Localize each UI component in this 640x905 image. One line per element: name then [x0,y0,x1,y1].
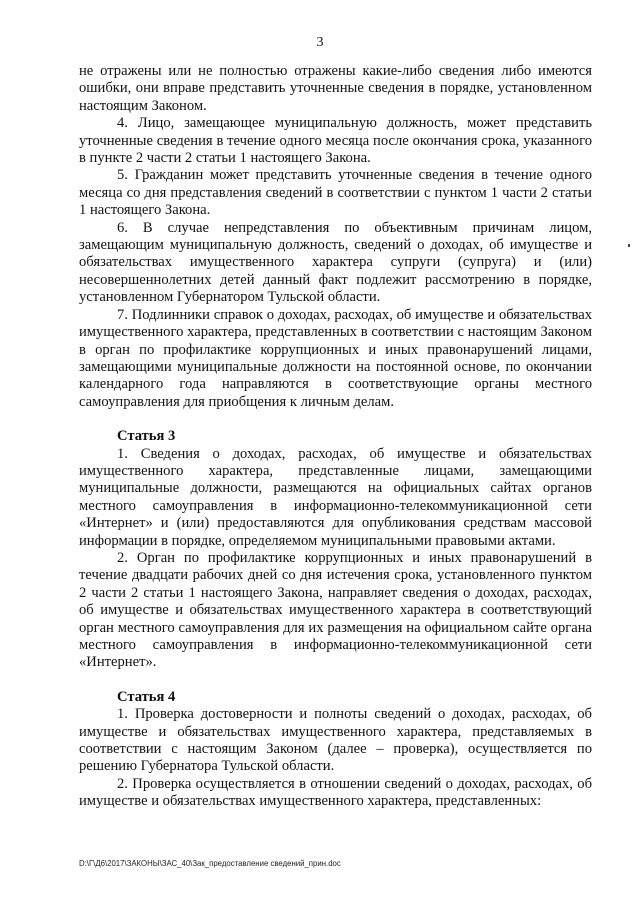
paragraph-item-4: 4. Лицо, замещающее муниципальную должность, может представить уточненные сведения в течение одного месяца после окончания срока, указанного в пункте 2 части 2 статьи 1 настоящего Закона. [79,115,592,167]
section-spacer [79,672,592,689]
paragraph-item-6: 6. В случае непредставления по объективным причинам лицом, замещающим муниципальную должность, сведений о доходах, об имуществе и обязательствах имущественного характера супруги (супруга) и (или) несовершеннолетних детей данный факт подлежит рассмотрению в порядке, установленном Губернатором Тульской области. [79,219,592,306]
article-4-paragraph-2: 2. Проверка осуществляется в отношении сведений о доходах, расходах, об имуществе и обязательствах имущественного характера, представленных: [79,775,592,810]
page-number: 3 [316,35,324,50]
article-4-paragraph-1: 1. Проверка достоверности и полноты сведений о доходах, расходах, об имуществе и обязательствах имущественного характера, представляемых в соответствии с настоящим Законом (далее – проверка), осуществляется по решению Губернатора Тульской области. [79,706,592,775]
article-3-heading: Статья 3 [117,428,176,445]
article-3-paragraph-1: 1. Сведения о доходах, расходах, об имуществе и обязательствах имущественного характера, представленные лицами, замещающими муниципальные должности, размещаются на официальных сайтах органов местного самоуправления в информационно-телекоммуникационной сети «Интернет» и (или) предоставляются для опубликования средствам массовой информации в порядке, определяемом муниципальными правовыми актами. [79,445,592,549]
paragraph-item-7: 7. Подлинники справок о доходах, расходах, об имуществе и обязательствах имущественного характера, представленных в соответствии с настоящим Законом в орган по профилактике коррупционных и иных правонарушений лицами, замещающими муниципальные должности на постоянной основе, по окончании календарного года направляются в соответствующие органы местного самоуправления для приобщения к личным делам. [79,306,592,410]
scan-margin-mark [628,244,630,247]
article-3-paragraph-2: 2. Орган по профилактике коррупционных и иных правонарушений в течение двадцати рабочих дней со дня истечения срока, установленного пунктом 2 части 2 статьи 1 настоящего Закона, направляет сведения о доходах, расходах, об имуществе и обязательствах имущественного характера в соответствующий орган местного самоуправления для их размещения на официальном сайте органа местного самоуправления в информационно-телекоммуникационной сети «Интернет». [79,549,592,671]
paragraph-item-5: 5. Гражданин может представить уточненные сведения в течение одного месяца со дня представления сведений в соответствии с пунктом 1 части 2 статьи 1 настоящего Закона. [79,167,592,219]
article-4-heading: Статья 4 [117,688,176,705]
document-body [79,63,592,811]
footer-file-path: D:\Г\Д6\2017\ЗАКОНЫ\ЗАС_40\Зак_предоставление сведений_прин.doc [79,859,341,868]
paragraph-continuation: не отражены или не полностью отражены какие-либо сведения либо имеются ошибки, они вправе представить уточненные сведения в порядке, установленном настоящим Законом. [79,63,592,114]
section-spacer [79,411,592,428]
